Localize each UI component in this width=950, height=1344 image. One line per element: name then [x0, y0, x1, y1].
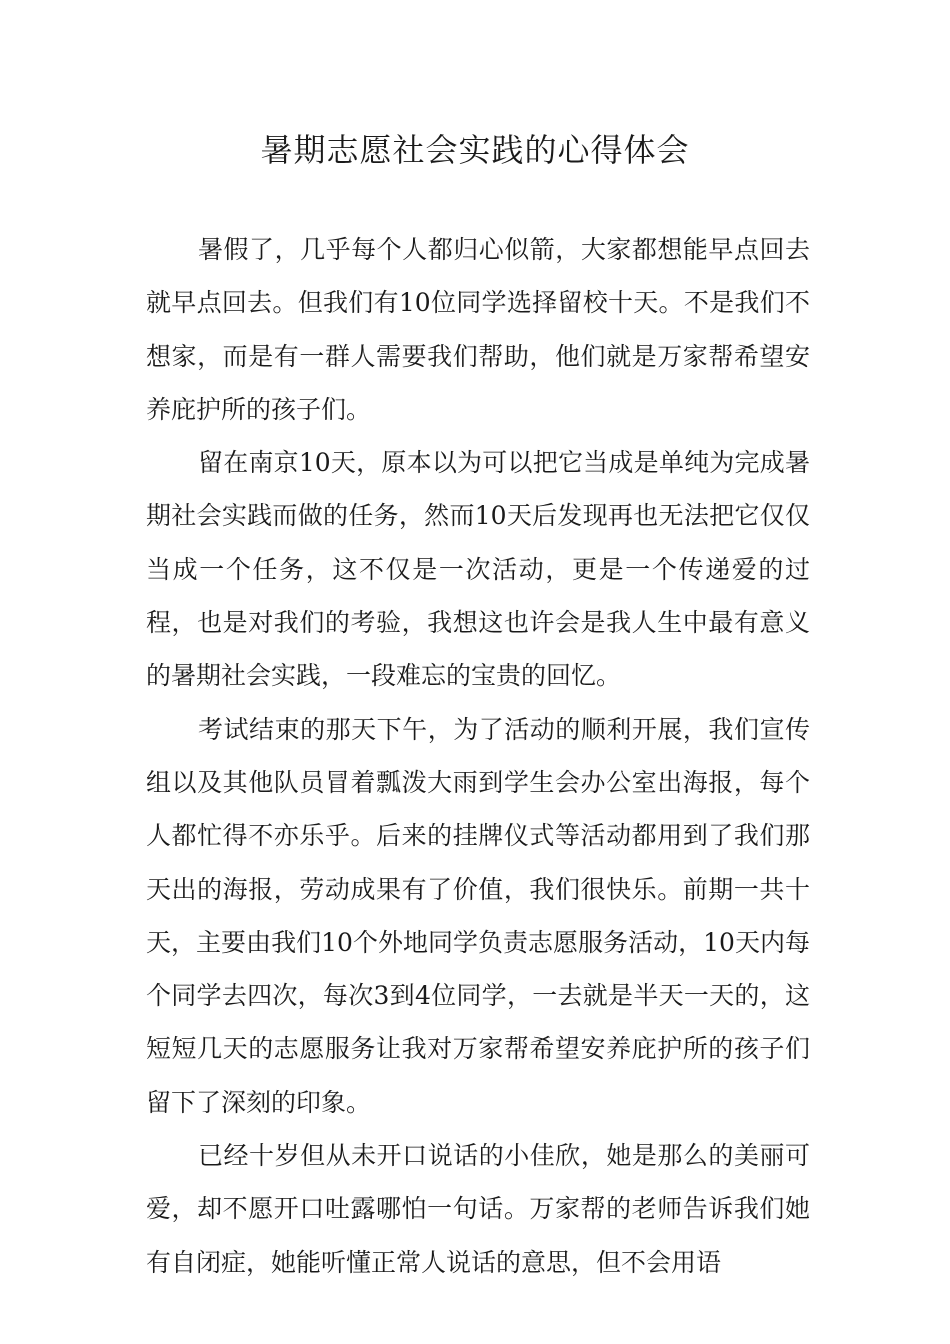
paragraph-2: 留在南京10天，原本以为可以把它当成是单纯为完成暑期社会实践而做的任务，然而10天后发现再也无法把它仅仅当成一个任务，这不仅是一次活动，更是一个传递爱的过程，也是对我们的考验，我想这也许会是我人生中最有意义的暑期社会实践，一段难忘的宝贵的回忆。	[146, 448, 810, 691]
document-title: 暑期志愿社会实践的心得体会	[260, 131, 690, 169]
paragraph-4: 已经十岁但从未开口说话的小佳欣，她是那么的美丽可爱，却不愿开口吐露哪怕一句话。万家帮的老师告诉我们她有自闭症，她能听懂正常人说话的意思，但不会用语	[146, 1141, 810, 1277]
paragraph-3: 考试结束的那天下午，为了活动的顺利开展，我们宣传组以及其他队员冒着瓢泼大雨到学生会办公室出海报，每个人都忙得不亦乐乎。后来的挂牌仪式等活动都用到了我们那天出的海报，劳动成果有了价值，我们很快乐。前期一共十天，主要由我们10个外地同学负责志愿服务活动，10天内每个同学去四次，每次3到4位同学，一去就是半天一天的，这短短几天的志愿服务让我对万家帮希望安养庇护所的孩子们留下了深刻的印象。	[146, 714, 810, 1117]
paragraph-1: 暑假了，几乎每个人都归心似箭，大家都想能早点回去就早点回去。但我们有10位同学选择留校十天。不是我们不想家，而是有一群人需要我们帮助，他们就是万家帮希望安养庇护所的孩子们。	[146, 235, 810, 424]
document-body	[146, 223, 810, 1289]
